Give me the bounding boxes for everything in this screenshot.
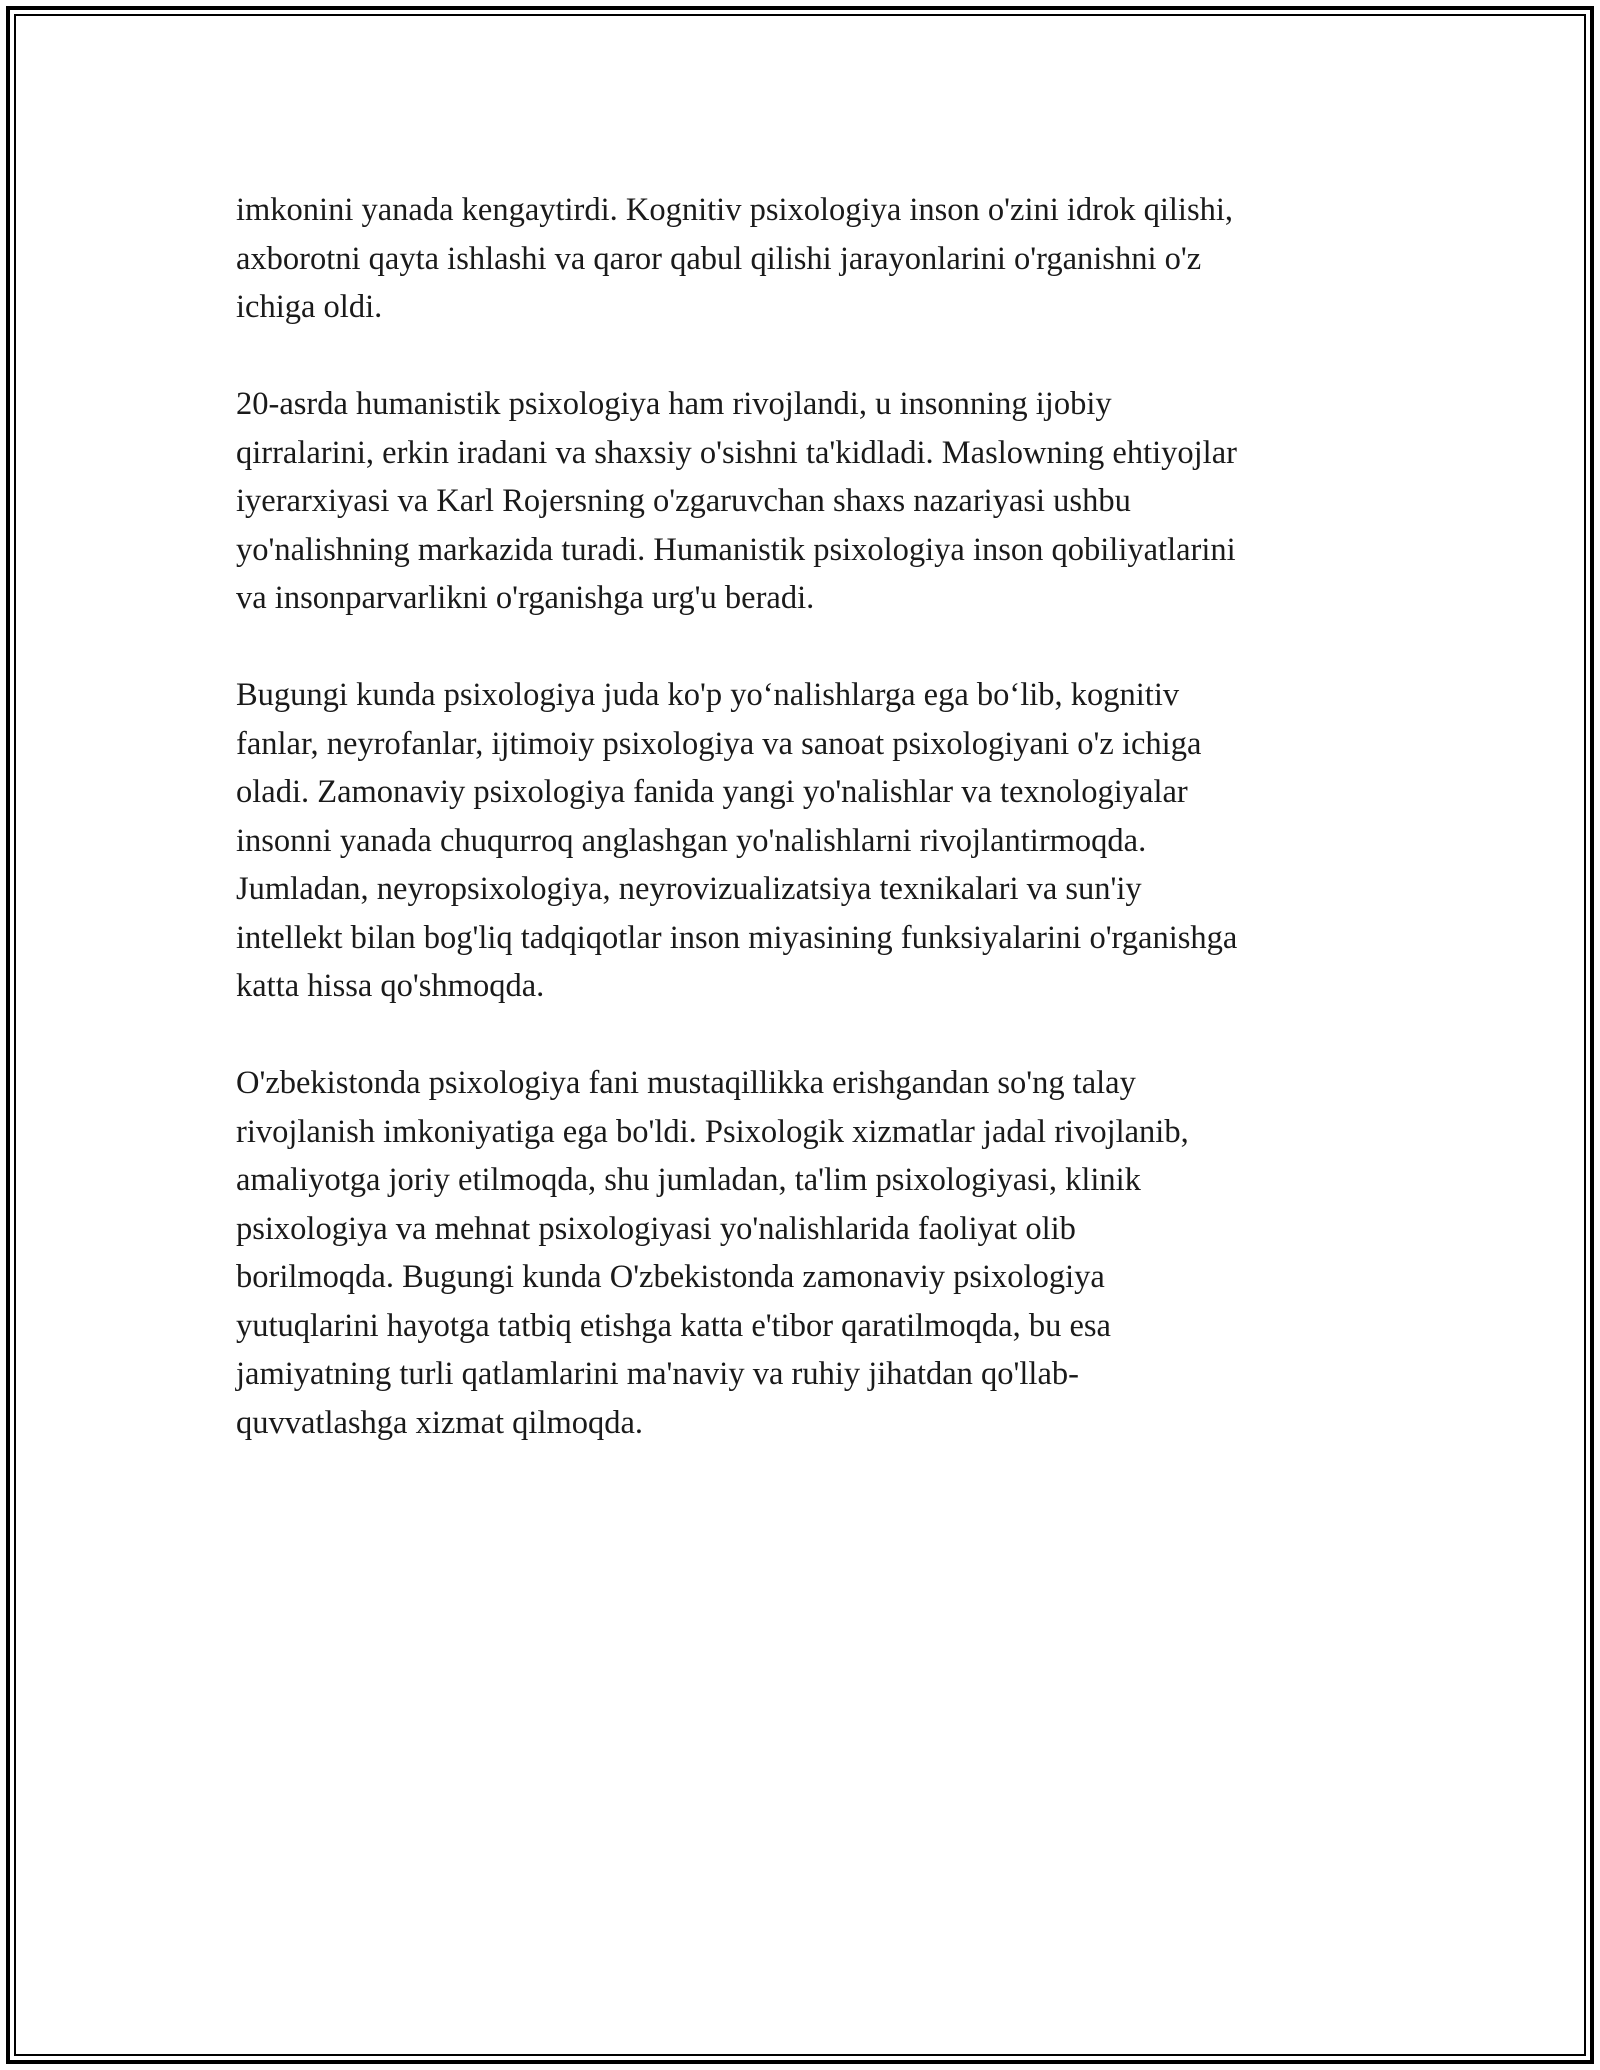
text-line: psixologiya va mehnat psixologiyasi yo'nalishlarida faoliyat olib	[236, 1210, 1076, 1247]
text-line: oladi. Zamonaviy psixologiya fanida yangi yo'nalishlar va texnologiyalar	[236, 774, 1188, 810]
text-line: Bugungi kunda psixologiya juda ko'p yo‘nalishlarga ega bo‘lib, kognitiv	[236, 677, 1180, 713]
text-line: qirralarini, erkin iradani va shaxsiy o'sishni ta'kidladi. Maslowning ehtiyojlar	[236, 434, 1237, 471]
text-line: intellekt bilan bog'liq tadqiqotlar inson miyasining funksiyalarini o'rganishga	[236, 919, 1238, 956]
paragraph	[236, 186, 1376, 332]
text-line: ichiga oldi.	[236, 289, 383, 325]
text-line: Jumladan, neyropsixologiya, neyrovizualizatsiya texnikalari va sun'iy	[236, 871, 1142, 907]
text-line: jamiyatning turli qatlamlarini ma'naviy va ruhiy jihatdan qo'llab-	[236, 1356, 1079, 1392]
document-body	[236, 186, 1376, 1496]
text-line: amaliyotga joriy etilmoqda, shu jumladan, ta'lim psixologiyasi, klinik	[236, 1162, 1141, 1198]
paragraph	[236, 1059, 1376, 1447]
text-line: va insonparvarlikni o'rganishga urg'u beradi.	[236, 580, 815, 616]
text-line: yo'nalishning markazida turadi. Humanistik psixologiya inson qobiliyatlarini	[236, 531, 1236, 568]
text-line: imkonini yanada kengaytirdi. Kognitiv psixologiya inson o'zini idrok qilishi,	[236, 192, 1234, 228]
text-line: 20-asrda humanistik psixologiya ham rivojlandi, u insonning ijobiy	[236, 386, 1112, 422]
text-line: borilmoqda. Bugungi kunda O'zbekistonda zamonaviy psixologiya	[236, 1259, 1105, 1295]
text-line: fanlar, neyrofanlar, ijtimoiy psixologiya va sanoat psixologiyani o'z ichiga	[236, 725, 1202, 762]
text-line: rivojlanish imkoniyatiga ega bo'ldi. Psixologik xizmatlar jadal rivojlanib,	[236, 1113, 1189, 1150]
text-line: axborotni qayta ishlashi va qaror qabul qilishi jarayonlarini o'rganishni o'z	[236, 240, 1202, 277]
text-line: insonni yanada chuqurroq anglashgan yo'nalishlarni rivojlantirmoqda.	[236, 822, 1147, 859]
text-line: katta hissa qo'shmoqda.	[236, 968, 545, 1004]
text-line: yutuqlarini hayotga tatbiq etishga katta e'tibor qaratilmoqda, bu esa	[236, 1307, 1111, 1344]
paragraph	[236, 380, 1376, 623]
text-line: O'zbekistonda psixologiya fani mustaqillikka erishgandan so'ng talay	[236, 1065, 1136, 1101]
paragraph	[236, 671, 1376, 1011]
text-line: quvvatlashga xizmat qilmoqda.	[236, 1404, 644, 1441]
text-line: iyerarxiyasi va Karl Rojersning o'zgaruvchan shaxs nazariyasi ushbu	[236, 483, 1131, 519]
